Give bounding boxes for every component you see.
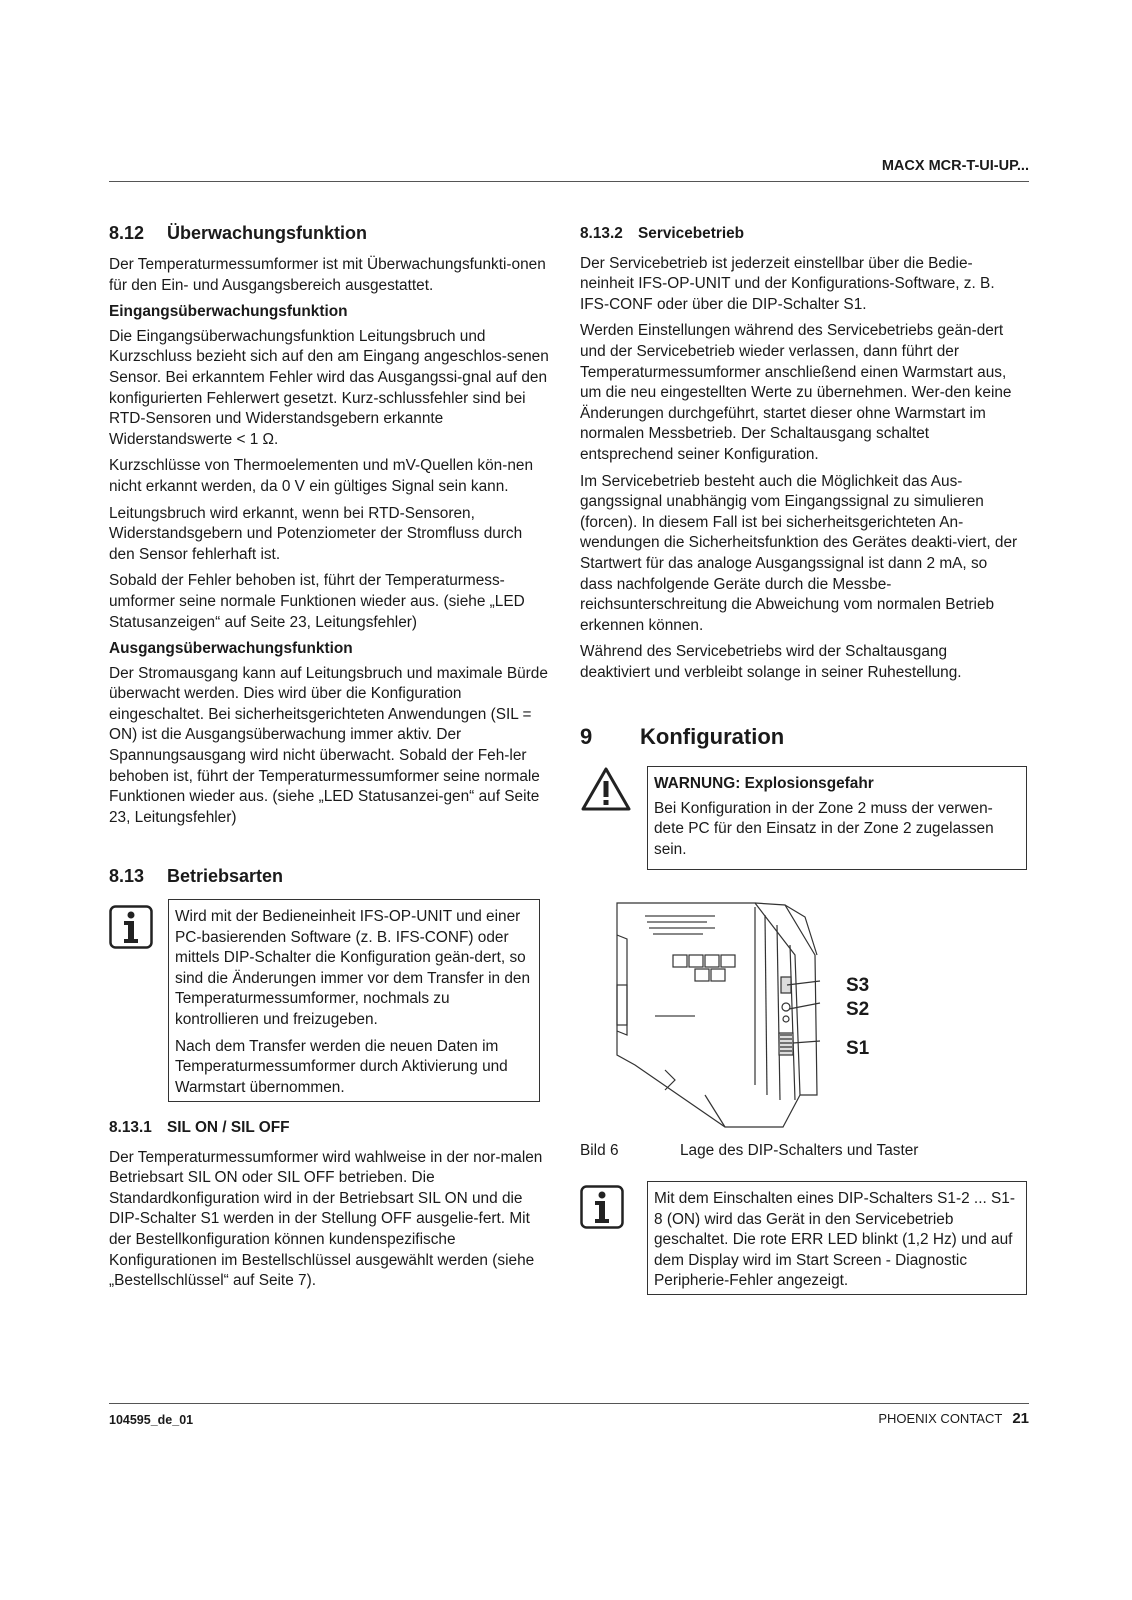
figure-caption: Lage des DIP-Schalters und Taster (680, 1142, 919, 1159)
section-8-13-1 (109, 1118, 549, 1298)
info-icon-2 (580, 1185, 624, 1229)
s812-p4: Sobald der Fehler behoben ist, führt der Temperaturmess-umformer seine normale Funktionen wieder aus. (siehe „LED Statusanzeigen“ auf Seite 23, Leitungsfehler) (109, 572, 525, 631)
footer-rule (109, 1403, 1029, 1404)
company-name: PHOENIX CONTACT (878, 1411, 1003, 1426)
device-drawing (605, 895, 855, 1130)
service-note-text: Mit dem Einschalten eines DIP-Schalters S1-2 ... S1-8 (ON) wird das Gerät in den Servicebetrieb geschaltet. Die rote ERR LED blinkt (1,2 Hz) und auf dem Display wird im Start Screen - Diagnostic Peripherie-Fehler angezeigt. (654, 1190, 1015, 1290)
note1-text: Wird mit der Bedieneinheit IFS-OP-UNIT und einer PC-basierenden Software (z. B. IFS-CONF) oder mittels DIP-Schalter die Konfiguration geän-dert, so sind die Änderungen immer vor dem Transfer in den Temperaturmessumformer, nochmals zu kontrollieren und freizugeben. (175, 908, 531, 1028)
section-8-13-heading: 8.13 Betriebsarten (109, 866, 284, 886)
warning-text: Bei Konfiguration in der Zone 2 muss der verwen-dete PC für den Einsatz in der Zone 2 zugelassen sein. (654, 799, 994, 858)
chapter-9-heading: 9 Konfiguration (580, 724, 785, 749)
left-column (109, 221, 549, 834)
s8132-p2: Werden Einstellungen während des Servicebetriebs geän-dert und der Servicebetrieb wieder verlassen, dann führt der Temperaturmessumformer anschließend einen Warmstart aus, um die neu eingestellten Werte zu übernehmen. Wer-den keine Änderungen durchgeführt, startet dieser ohne Warmstart im normalen Messbetrieb. Der Schaltausgang schaltet entsprechend seiner Konfiguration. (580, 322, 1012, 463)
right-column (580, 224, 1020, 689)
s8132-p4: Während des Servicebetriebs wird der Schaltausgang deaktiviert und verbleibt solange in seiner Ruhestellung. (580, 643, 962, 681)
warning-box (647, 766, 1027, 870)
note2-text: Nach dem Transfer werden die neuen Daten im Temperaturmessumformer durch Aktivierung und Warmstart übernommen. (175, 1037, 508, 1096)
subheading-output-monitoring: Ausgangsüberwachungsfunktion (109, 640, 353, 658)
section-8-12-heading: 8.12 Überwachungsfunktion (109, 223, 368, 243)
header-rule (109, 181, 1029, 182)
s8132-p3: Im Servicebetrieb besteht auch die Möglichkeit das Aus-gangssignal unabhängig vom Eingangssignal zu simulieren (forcen). In diesem Fall ist bei sicherheitsgerichteten An-wendungen die Sicherheitsfunktion des Gerätes deakti-viert, der Startwert für das analoge Ausgangssignal ist dann 2 mA, so dass nachfolgende Geräte durch die Messbe-reichsunterschreitung die Abweichung vom normalen Betrieb erkennen können. (580, 472, 1018, 634)
info-icon (109, 905, 153, 949)
note-box-service-mode (647, 1181, 1027, 1295)
s812-p2: Kurzschlüsse von Thermoelementen und mV-Quellen kön-nen nicht erkannt werden, da 0 V ein gültiges Signal sein kann. (109, 457, 534, 495)
s812-p1: Die Eingangsüberwachungsfunktion Leitungsbruch und Kurzschluss bezieht sich auf den am Eingang angeschlos-senen Sensor. Bei erkanntem Fehler wird das Ausgangssi-gnal auf den konfigurierten Fehlerwert gesetzt. Kurz-schlussfehler sind bei RTD-Sensoren und Widerstandsgebern erkannte Widerstandswerte < 1 Ω. (109, 327, 549, 448)
document-number: 104595_de_01 (109, 1413, 194, 1427)
warning-title: WARNUNG: Explosionsgefahr (654, 775, 874, 792)
device-figure (605, 895, 855, 1130)
s812-intro: Der Temperaturmessumformer ist mit Überwachungsfunkti-onen für den Ein- und Ausgangsbereich ausgestattet. (109, 256, 546, 294)
section-8-13 (109, 864, 549, 898)
label-s2: S2 (846, 999, 870, 1020)
figure-number: Bild 6 (580, 1142, 619, 1159)
section-8-13-1-heading: 8.13.1 SIL ON / SIL OFF (109, 1119, 290, 1136)
s812-p5: Der Stromausgang kann auf Leitungsbruch und maximale Bürde überwacht werden. Dies wird über die Konfiguration eingeschaltet. Bei sicherheitsgerichteten Anwendungen (SIL = ON) ist die Ausgangsüberwachung immer aktiv. Der Spannungsausgang wird nicht überwacht. Sobald der Feh-ler behoben ist, führt der Temperaturmessumformer seine normale Funktionen wieder aus. (siehe „LED Statusanzei-gen“ auf Seite 23, Leitungsfehler) (109, 664, 548, 826)
s8131-p1: Der Temperaturmessumformer wird wahlweise in der nor-malen Betriebsart SIL ON oder SIL OFF betrieben. Die Standardkonfiguration wird in der Betriebsart SIL ON und die DIP-Schalter S1 werden in der Stellung OFF ausgelie-fert. Mit der Bestellkonfiguration können kundenspezifische Konfigurationen im Bestellschlüssel ausgewählt werden (siehe „Bestellschlüssel“ auf Seite 7). (109, 1148, 543, 1290)
s8132-p1: Der Servicebetrieb ist jederzeit einstellbar über die Bedie-neinheit IFS-OP-UNIT und der Konfigurations-Software, z. B. IFS-CONF oder über die DIP-Schalter S1. (580, 254, 995, 313)
note-box-operating-modes (168, 899, 540, 1102)
section-8-13-2-heading: 8.13.2 Servicebetrieb (580, 225, 745, 242)
running-header: MACX MCR-T-UI-UP... (881, 158, 1029, 174)
page-number: 21 (1012, 1410, 1029, 1427)
warning-icon (580, 766, 632, 812)
label-s1: S1 (846, 1038, 870, 1059)
footer-right (878, 1410, 1029, 1427)
subheading-input-monitoring: Eingangsüberwachungsfunktion (109, 303, 348, 321)
s812-p3: Leitungsbruch wird erkannt, wenn bei RTD-Sensoren, Widerstandsgebern und Potenziometer der Stromfluss durch den Sensor fehlerhaft ist. (109, 504, 523, 563)
label-s3: S3 (846, 975, 870, 996)
